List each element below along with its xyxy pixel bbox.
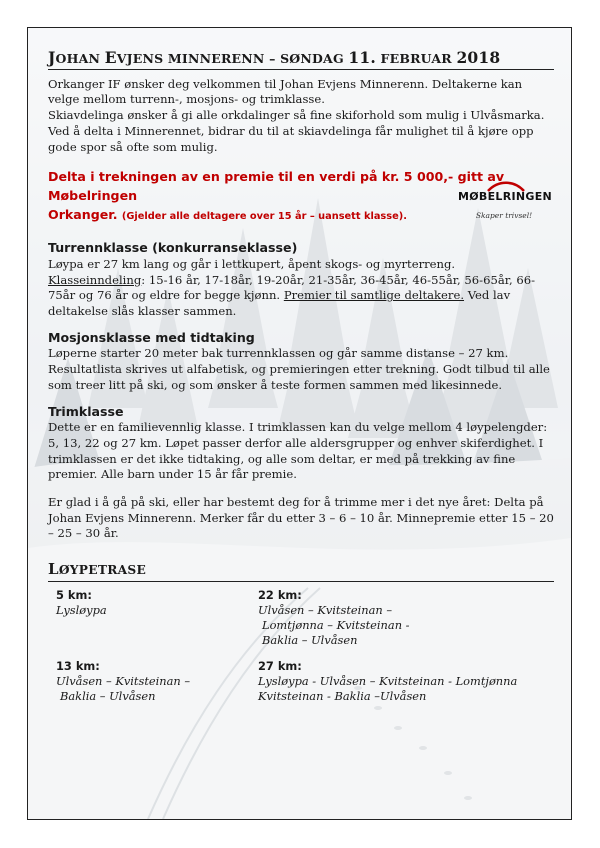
promo-note: (Gjelder alle deltagere over 15 år – uansett klasse). <box>121 211 407 223</box>
intro-paragraph-1: Orkanger IF ønsker deg velkommen til Johan Evjens Minnerenn. Deltakerne kan velge mellom turrenn-, mosjons- og trimklasse. <box>48 76 523 107</box>
routes-heading <box>48 562 554 582</box>
promo-section <box>48 167 554 226</box>
closing-paragraph: Er glad i å gå på ski, eller har bestemt deg for å trimme mer i det nye året: Delta på Johan Evjens Minnerenn. Merker får du etter 3 – 6 – 10 år. Minnepremie etter 15 – 20 – 25 – 30 år. <box>48 495 554 541</box>
route-27km <box>258 659 517 704</box>
route-5km-line-1: Lysløypa <box>56 602 107 617</box>
intro-paragraph-2: Skiavdelinga ønsker å gi alle orkdalinger så fine skiforhold som mulig i Ulvåsmarka. Ved å delta i Minnerennet, bidrar du til at skiavdelinga får mulighet til å kjøre opp gode spor så ofte som mulig. <box>48 108 545 154</box>
classes-tail: Ved lav deltakelse slås klasser sammen. <box>48 288 511 319</box>
route-13km-title: 13 km: <box>56 658 100 673</box>
route-27km-title: 27 km: <box>258 658 302 673</box>
prizes-text: Premier til samtlige deltakere. <box>283 288 465 303</box>
logo-tagline: Skaper trivsel! <box>475 210 533 220</box>
promo-orkanger: Orkanger. <box>48 207 118 223</box>
route-27km-line-2: Kvitsteinan - Baklia –Ulvåsen <box>258 688 427 703</box>
classes-label: Klasseinndeling <box>48 272 142 287</box>
mosjon-text: Løperne starter 20 meter bak turrennklassen og går samme distanse – 27 km. Resultatlista skrives ut alfabetisk, og premieringen etter trekning. Godt tilbud til alle som treer litt på ski, og som ønsker å teste formen sammen med likesinnede. <box>48 346 550 392</box>
title-part-ohan: OHAN <box>55 51 105 66</box>
route-5km <box>56 588 107 618</box>
trim-text: Dette er en familievennlig klasse. I trimklassen kan du velge mellom 4 løypelengder: 5, 13, 22 og 27 km. Løpet passer derfor alle aldersgrupper og enhver skiferdighet. I trimklassen er det ikke tidtaking, og alle som deltar, er med på trekking av fine premier. Alle barn under 15 år får premie. <box>48 420 548 482</box>
route-27km-line-1: Lysløypa - Ulvåsen – Kvitsteinan - Lomtjønna <box>258 673 518 688</box>
route-5km-title: 5 km: <box>56 587 92 602</box>
title-part-vjens: VJENS MINNERENN – SØNDAG <box>116 51 349 66</box>
title-month: FEBRUAR <box>375 51 457 66</box>
mosjon-heading: Mosjonsklasse med tidtaking <box>48 329 255 345</box>
route-22km-line-1: Ulvåsen – Kvitsteinan – <box>258 602 393 617</box>
promo-line-1: Delta i trekningen av en premie til en verdi på kr. 5 000,- gitt av Møbelringen <box>48 169 505 204</box>
page-title <box>48 50 554 70</box>
turrenn-description: Løypa er 27 km lang og går i lettkupert, åpent skogs- og myrterreng. <box>48 256 456 271</box>
document-body <box>48 50 554 718</box>
routes-grid <box>48 588 554 718</box>
routes-heading-letter: L <box>48 560 59 579</box>
route-13km-line-1: Ulvåsen – Kvitsteinan – <box>56 673 191 688</box>
routes-heading-rest: ØYPETRASE <box>58 563 147 578</box>
route-22km-line-2: Lomtjønna – Kvitsteinan - <box>262 617 410 632</box>
logo-wordmark: MØBELRINGEN <box>458 190 553 204</box>
route-22km <box>258 588 410 648</box>
trim-heading: Trimklasse <box>48 403 124 419</box>
route-22km-line-3: Baklia – Ulvåsen <box>262 632 358 647</box>
title-date-number: 11. <box>348 48 376 67</box>
route-13km-line-2: Baklia – Ulvåsen <box>60 688 156 703</box>
classes-text: : 15-16 år, 17-18år, 19-20år, 21-35år, 36-45år, 46-55år, 56-65år, 66-75år og 76 år og eldre for begge kjønn. <box>48 272 536 303</box>
turrenn-classes <box>48 273 554 320</box>
title-letter-j: J <box>48 48 56 67</box>
route-22km-title: 22 km: <box>258 587 302 602</box>
title-letter-e: E <box>104 48 117 67</box>
route-13km <box>56 659 190 704</box>
title-year: 2018 <box>456 48 501 67</box>
mobelringen-logo <box>458 189 553 227</box>
turrenn-heading: Turrennklasse (konkurranseklasse) <box>48 240 298 256</box>
